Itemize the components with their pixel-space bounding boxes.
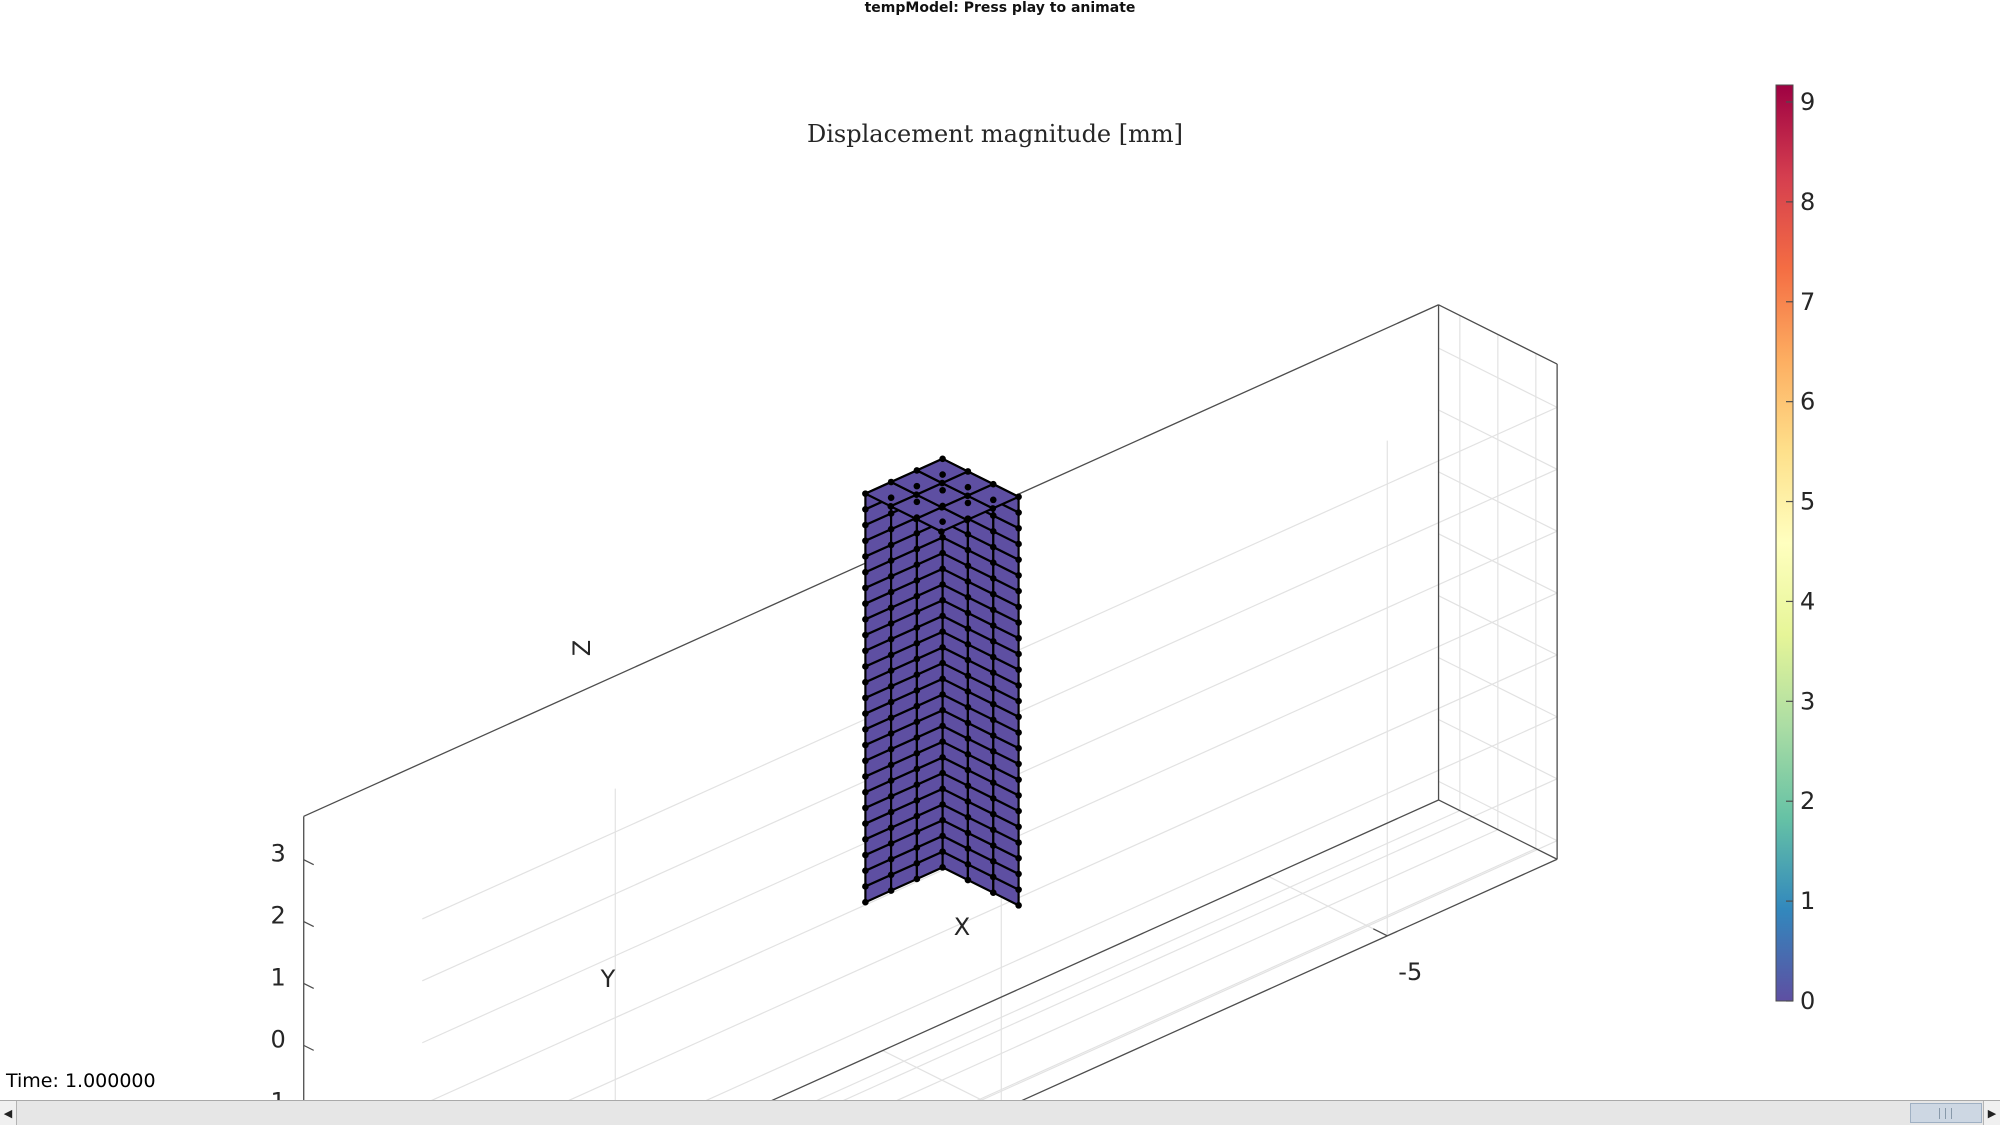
mesh-node [939, 785, 946, 792]
mesh-node [965, 830, 972, 837]
mesh-node [914, 860, 921, 867]
mesh-node [965, 547, 972, 554]
mesh-node [939, 817, 946, 824]
colorbar-tick-label: 2 [1800, 787, 1816, 816]
mesh-node [862, 679, 869, 686]
mesh-node [990, 795, 997, 802]
mesh-plot[interactable] [862, 456, 1022, 909]
mesh-node [965, 688, 972, 695]
mesh-node [888, 542, 895, 549]
mesh-node [939, 566, 946, 573]
mesh-node [990, 748, 997, 755]
mesh-node [1015, 494, 1022, 501]
mesh-node [888, 699, 895, 706]
x-tick-label: -5 [1398, 957, 1423, 986]
mesh-node [888, 573, 895, 580]
mesh-node [990, 622, 997, 629]
mesh-node [888, 589, 895, 596]
mesh-node [990, 654, 997, 661]
mesh-node [939, 628, 946, 635]
mesh-node [965, 672, 972, 679]
mesh-node [990, 685, 997, 692]
mesh-node [990, 638, 997, 645]
mesh-node [914, 797, 921, 804]
mesh-node [914, 844, 921, 851]
mesh-node [965, 468, 972, 475]
mesh-node [862, 757, 869, 764]
mesh-node [965, 484, 972, 491]
mesh-node [1015, 823, 1022, 830]
mesh-node [990, 701, 997, 708]
mesh-node [1015, 713, 1022, 720]
mesh-node [862, 899, 869, 906]
mesh-node [888, 777, 895, 784]
time-readout: Time: 1.000000 [6, 1070, 156, 1092]
mesh-node [965, 594, 972, 601]
mesh-node [888, 809, 895, 816]
mesh-node [862, 490, 869, 497]
mesh-node [1015, 761, 1022, 768]
mesh-node [965, 814, 972, 821]
grip-line [1945, 1108, 1946, 1119]
mesh-node [862, 742, 869, 749]
mesh-node [990, 591, 997, 598]
mesh-node [990, 858, 997, 865]
mesh-node [862, 836, 869, 843]
mesh-node [965, 861, 972, 868]
mesh-node [939, 691, 946, 698]
mesh-node [990, 481, 997, 488]
scrollbar-thumb[interactable] [1910, 1103, 1982, 1123]
mesh-node [888, 746, 895, 753]
mesh-node [914, 876, 921, 883]
z-tick [304, 922, 314, 927]
mesh-node [990, 842, 997, 849]
mesh-node [914, 609, 921, 616]
mesh-node [888, 620, 895, 627]
mesh-node [862, 710, 869, 717]
mesh-node [1015, 541, 1022, 548]
mesh-node [1015, 745, 1022, 752]
z-tick-label: 2 [270, 901, 286, 930]
mesh-node [939, 660, 946, 667]
mesh-node [939, 848, 946, 855]
mesh-node [862, 883, 869, 890]
x-tick [1373, 929, 1387, 936]
mesh-node [1015, 776, 1022, 783]
mesh-node [939, 487, 946, 494]
mesh-node [862, 537, 869, 544]
colorbar[interactable] [1776, 85, 1815, 1015]
axes-ticks [262, 840, 1422, 1125]
mesh-node [965, 578, 972, 585]
mesh-node [1015, 604, 1022, 611]
z-axis-label: Z [568, 639, 596, 657]
mesh-node [939, 534, 946, 541]
mesh-node [990, 732, 997, 739]
mesh-node [914, 499, 921, 506]
window-title: tempModel: Press play to animate [864, 0, 1136, 16]
mesh-node [965, 531, 972, 538]
mesh-node [888, 730, 895, 737]
mesh-node [965, 767, 972, 774]
mesh-node [914, 719, 921, 726]
mesh-node [914, 781, 921, 788]
mesh-node [888, 762, 895, 769]
mesh-node [990, 528, 997, 535]
mesh-node [939, 707, 946, 714]
mesh-node [990, 669, 997, 676]
mesh-node [914, 656, 921, 663]
mesh-node [888, 683, 895, 690]
mesh-node [914, 483, 921, 490]
mesh-node [964, 517, 971, 524]
colorbar-tick-label: 4 [1800, 587, 1816, 616]
axes-title: Displacement magnitude [mm] [806, 120, 1184, 148]
colorbar-tick-label: 1 [1800, 887, 1816, 916]
mesh-node [862, 805, 869, 812]
scroll-right-arrow-icon[interactable]: ▶ [1983, 1101, 2000, 1125]
mesh-node [965, 782, 972, 789]
mesh-node [1015, 902, 1022, 909]
colorbar-tick-label: 0 [1800, 987, 1816, 1015]
mesh-node [965, 845, 972, 852]
mesh-node [965, 657, 972, 664]
mesh-node [939, 723, 946, 730]
mesh-node [938, 528, 945, 535]
mesh-node [914, 766, 921, 773]
mesh-node [939, 471, 946, 478]
mesh-node [939, 581, 946, 588]
mesh-node [914, 687, 921, 694]
mesh-node [939, 597, 946, 604]
mesh-node [965, 625, 972, 632]
mesh-node [1015, 729, 1022, 736]
mesh-node [939, 801, 946, 808]
mesh-node [862, 695, 869, 702]
mesh-node [939, 480, 946, 487]
mesh-node [862, 569, 869, 576]
mesh-node [1015, 698, 1022, 705]
mesh-node [888, 840, 895, 847]
mesh-node [1015, 651, 1022, 658]
mesh-node [914, 530, 921, 537]
mesh-node [914, 577, 921, 584]
time-scrollbar[interactable] [0, 1100, 2000, 1125]
mesh-node [939, 738, 946, 745]
mesh-node [888, 604, 895, 611]
mesh-node [939, 504, 946, 511]
colorbar-tick-label: 5 [1800, 487, 1816, 516]
mesh-node [914, 750, 921, 757]
mesh-node [888, 494, 895, 501]
z-tick-label: 0 [270, 1025, 286, 1054]
colorbar-tick-label: 3 [1800, 687, 1816, 716]
mesh-node [914, 829, 921, 836]
mesh-node [1015, 525, 1022, 532]
mesh-node [888, 667, 895, 674]
mesh-node [990, 497, 997, 504]
mesh-node [888, 557, 895, 564]
mesh-node [1015, 808, 1022, 815]
mesh-node [990, 717, 997, 724]
mesh-node [862, 663, 869, 670]
mesh-node [888, 652, 895, 659]
mesh-node [1015, 635, 1022, 642]
scroll-left-arrow-icon[interactable]: ◀ [0, 1101, 17, 1125]
mesh-node [990, 505, 997, 512]
mesh-node [914, 593, 921, 600]
mesh-node [965, 610, 972, 617]
mesh-node [913, 516, 920, 523]
mesh-node [990, 544, 997, 551]
colorbar-bar [1776, 85, 1793, 1001]
mesh-node [862, 506, 869, 513]
x-axis-label: X [953, 913, 971, 941]
mesh-node [939, 456, 946, 463]
mesh-node [990, 559, 997, 566]
mesh-node [914, 624, 921, 631]
mesh-node [914, 640, 921, 647]
mesh-node [862, 632, 869, 639]
z-tick [304, 1045, 314, 1050]
mesh-node [965, 562, 972, 569]
z-tick-label: 1 [270, 963, 286, 992]
mesh-node [862, 616, 869, 623]
mesh-node [990, 827, 997, 834]
mesh-node [914, 813, 921, 820]
mesh-node [1015, 871, 1022, 878]
mesh-node [862, 867, 869, 874]
mesh-node [1015, 886, 1022, 893]
mesh-node [888, 856, 895, 863]
mesh-node [990, 607, 997, 614]
mesh-node [939, 864, 946, 871]
mesh-node [1015, 556, 1022, 563]
mesh-node [939, 550, 946, 557]
z-tick [304, 983, 314, 988]
z-tick [304, 860, 314, 865]
mesh-node [1015, 572, 1022, 579]
mesh-node [914, 467, 921, 474]
mesh-node [862, 726, 869, 733]
mesh-node [965, 500, 972, 507]
mesh-node [965, 735, 972, 742]
mesh-node [862, 820, 869, 827]
mesh-node [914, 703, 921, 710]
colorbar-tick-label: 8 [1800, 187, 1816, 216]
mesh-node [965, 720, 972, 727]
mesh-node [990, 889, 997, 896]
mesh-node [862, 789, 869, 796]
colorbar-tick-label: 9 [1800, 87, 1816, 116]
mesh-node [888, 824, 895, 831]
mesh-node [990, 779, 997, 786]
mesh-node [1015, 666, 1022, 673]
mesh-node [888, 793, 895, 800]
colorbar-tick-label: 7 [1800, 287, 1816, 316]
grid-line [401, 849, 1536, 1125]
mesh-node [862, 773, 869, 780]
mesh-node [862, 553, 869, 560]
mesh-node [1015, 509, 1022, 516]
mesh-node [990, 764, 997, 771]
mesh-node [939, 613, 946, 620]
mesh-node [888, 887, 895, 894]
mesh-node [939, 833, 946, 840]
mesh-node [939, 518, 946, 525]
mesh-node [862, 647, 869, 654]
grip-line [1951, 1108, 1952, 1119]
mesh-node [888, 714, 895, 721]
mesh-node [1015, 855, 1022, 862]
mesh-node [990, 575, 997, 582]
mesh-node [965, 798, 972, 805]
mesh-node [888, 510, 895, 517]
mesh-node [965, 751, 972, 758]
mesh-node [965, 704, 972, 711]
mesh-node [964, 492, 971, 499]
mesh-node [914, 546, 921, 553]
mesh-node [990, 811, 997, 818]
mesh-node [965, 641, 972, 648]
mesh-node [888, 872, 895, 879]
mesh-node [913, 491, 920, 498]
mesh-node [990, 512, 997, 519]
mesh-node [1015, 619, 1022, 626]
mesh-node [939, 770, 946, 777]
mesh-node [965, 877, 972, 884]
mesh-node [862, 585, 869, 592]
grid-line [1269, 877, 1388, 936]
mesh-node [887, 503, 894, 510]
mesh-node [888, 526, 895, 533]
mesh-node [862, 522, 869, 529]
mesh-node [914, 561, 921, 568]
mesh-node [862, 600, 869, 607]
colorbar-tick-label: 6 [1800, 387, 1816, 416]
mesh-node [1015, 588, 1022, 595]
mesh-node [862, 852, 869, 859]
mesh-node [888, 636, 895, 643]
grip-line [1939, 1108, 1940, 1119]
mesh-node [914, 734, 921, 741]
mesh-node [939, 644, 946, 651]
z-tick-label: 3 [270, 839, 286, 868]
mesh-node [888, 479, 895, 486]
mesh-node [990, 874, 997, 881]
mesh-node [939, 754, 946, 761]
mesh-node [1015, 792, 1022, 799]
mesh-node [914, 671, 921, 678]
mesh-node [1015, 682, 1022, 689]
y-axis-label: Y [600, 965, 616, 993]
mesh-node [1015, 839, 1022, 846]
mesh-node [939, 675, 946, 682]
